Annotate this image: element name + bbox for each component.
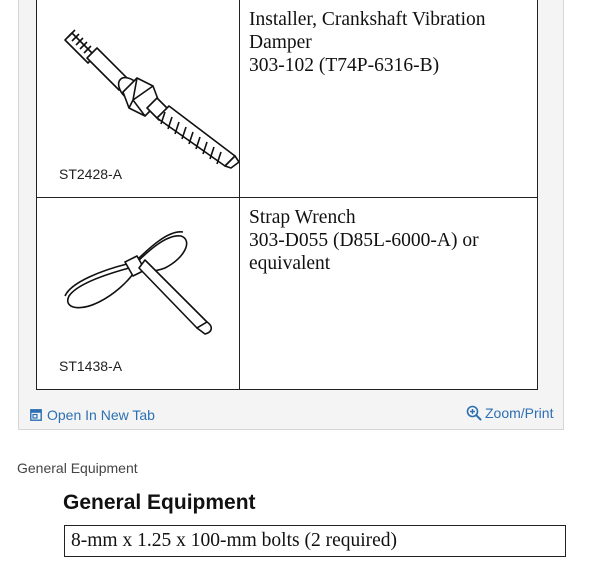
general-equipment-item: 8-mm x 1.25 x 100-mm bolts (2 required) [64,525,566,557]
zoom-print-label: Zoom/Print [485,405,554,421]
table-row [37,198,538,390]
section-heading: General Equipment [63,491,256,514]
zoom-print-link[interactable] [466,405,553,421]
open-in-new-tab-icon [30,409,42,421]
table-row [37,0,538,198]
tool-illustration-cell [37,198,240,390]
section-caption: General Equipment [17,460,138,476]
special-tools-table [36,0,538,390]
tool-description-line: 303-D055 (D85L-6000-A) or [249,230,479,251]
tool-description-cell [240,0,538,198]
tool-code-label: ST1438-A [59,358,123,374]
tool-description-line: 303-102 (T74P-6316-B) [249,55,440,76]
tool-description-line: equivalent [249,253,331,274]
tool-description-cell [240,198,538,390]
zoom-in-icon [466,405,482,421]
tool-description-line: Installer, Crankshaft Vibration [249,9,486,30]
open-in-new-tab-link[interactable] [30,407,155,423]
open-in-new-tab-label: Open In New Tab [47,407,155,423]
tool-code-label: ST2428-A [59,166,123,182]
tool-description-line: Damper [249,32,312,53]
tool-illustration-cell [37,0,240,198]
tool-description-line: Strap Wrench [249,207,356,228]
